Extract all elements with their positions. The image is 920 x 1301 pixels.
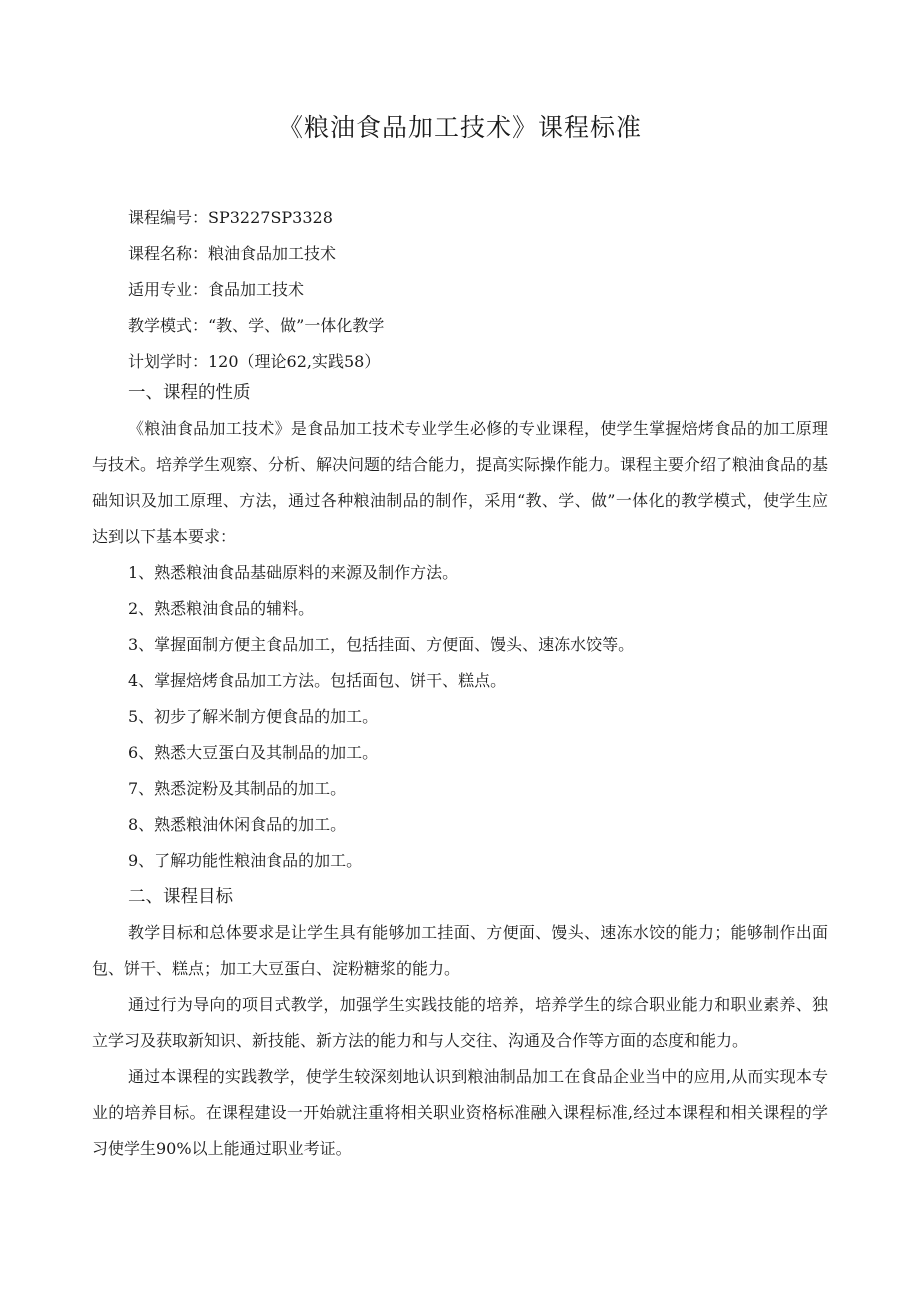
document-body xyxy=(92,375,828,1167)
course-meta xyxy=(128,200,828,380)
objectives-paragraph: 通过行为导向的项目式教学，加强学生实践技能的培养，培养学生的综合职业能力和职业素养、独立学习及获取新知识、新技能、新方法的能力和与人交往、沟通及合作等方面的态度和能力。 xyxy=(92,995,828,1050)
section-heading-objectives: 二、课程目标 xyxy=(128,887,233,907)
objectives-paragraph: 教学目标和总体要求是让学生具有能够加工挂面、方便面、馒头、速冻水饺的能力；能够制作出面包、饼干、糕点；加工大豆蛋白、淀粉糖浆的能力。 xyxy=(92,923,828,978)
list-item: 1、熟悉粮油食品基础原料的来源及制作方法。 xyxy=(128,563,459,582)
course-name: 课程名称：粮油食品加工技术 xyxy=(128,244,337,263)
list-item: 9、了解功能性粮油食品的加工。 xyxy=(128,851,363,870)
list-item: 2、熟悉粮油食品的辅料。 xyxy=(128,599,315,618)
list-item: 4、掌握焙烤食品加工方法。包括面包、饼干、糕点。 xyxy=(128,671,507,690)
section-nature-paragraph: 《粮油食品加工技术》是食品加工技术专业学生必修的专业课程，使学生掌握焙烤食品的加工原理与技术。培养学生观察、分析、解决问题的结合能力，提高实际操作能力。课程主要介绍了粮油食品的基础知识及加工原理、方法，通过各种粮油制品的制作，采用“教、学、做”一体化的教学模式，使学生应达到以下基本要求： xyxy=(92,419,829,546)
course-hours: 计划学时：120（理论62,实践58） xyxy=(128,352,381,371)
list-item: 3、掌握面制方便主食品加工，包括挂面、方便面、馒头、速冻水饺等。 xyxy=(128,635,635,654)
section-heading-nature: 一、课程的性质 xyxy=(128,383,251,403)
list-item: 8、熟悉粮油休闲食品的加工。 xyxy=(128,815,347,834)
list-item: 7、熟悉淀粉及其制品的加工。 xyxy=(128,779,347,798)
list-item: 6、熟悉大豆蛋白及其制品的加工。 xyxy=(128,743,379,762)
course-teaching-mode: 教学模式：“教、学、做”一体化教学 xyxy=(128,316,385,335)
list-item: 5、初步了解米制方便食品的加工。 xyxy=(128,707,379,726)
course-major: 适用专业：食品加工技术 xyxy=(128,280,305,299)
document-title: 《粮油食品加工技术》课程标准 xyxy=(277,113,642,142)
objectives-paragraph: 通过本课程的实践教学，使学生较深刻地认识到粮油制品加工在食品企业当中的应用,从而实现本专业的培养目标。在课程建设一开始就注重将相关职业资格标准融入课程标准,经过本课程和相关课程的学习使学生90%以上能通过职业考证。 xyxy=(92,1067,828,1158)
course-code: 课程编号：SP3227SP3328 xyxy=(128,208,333,227)
